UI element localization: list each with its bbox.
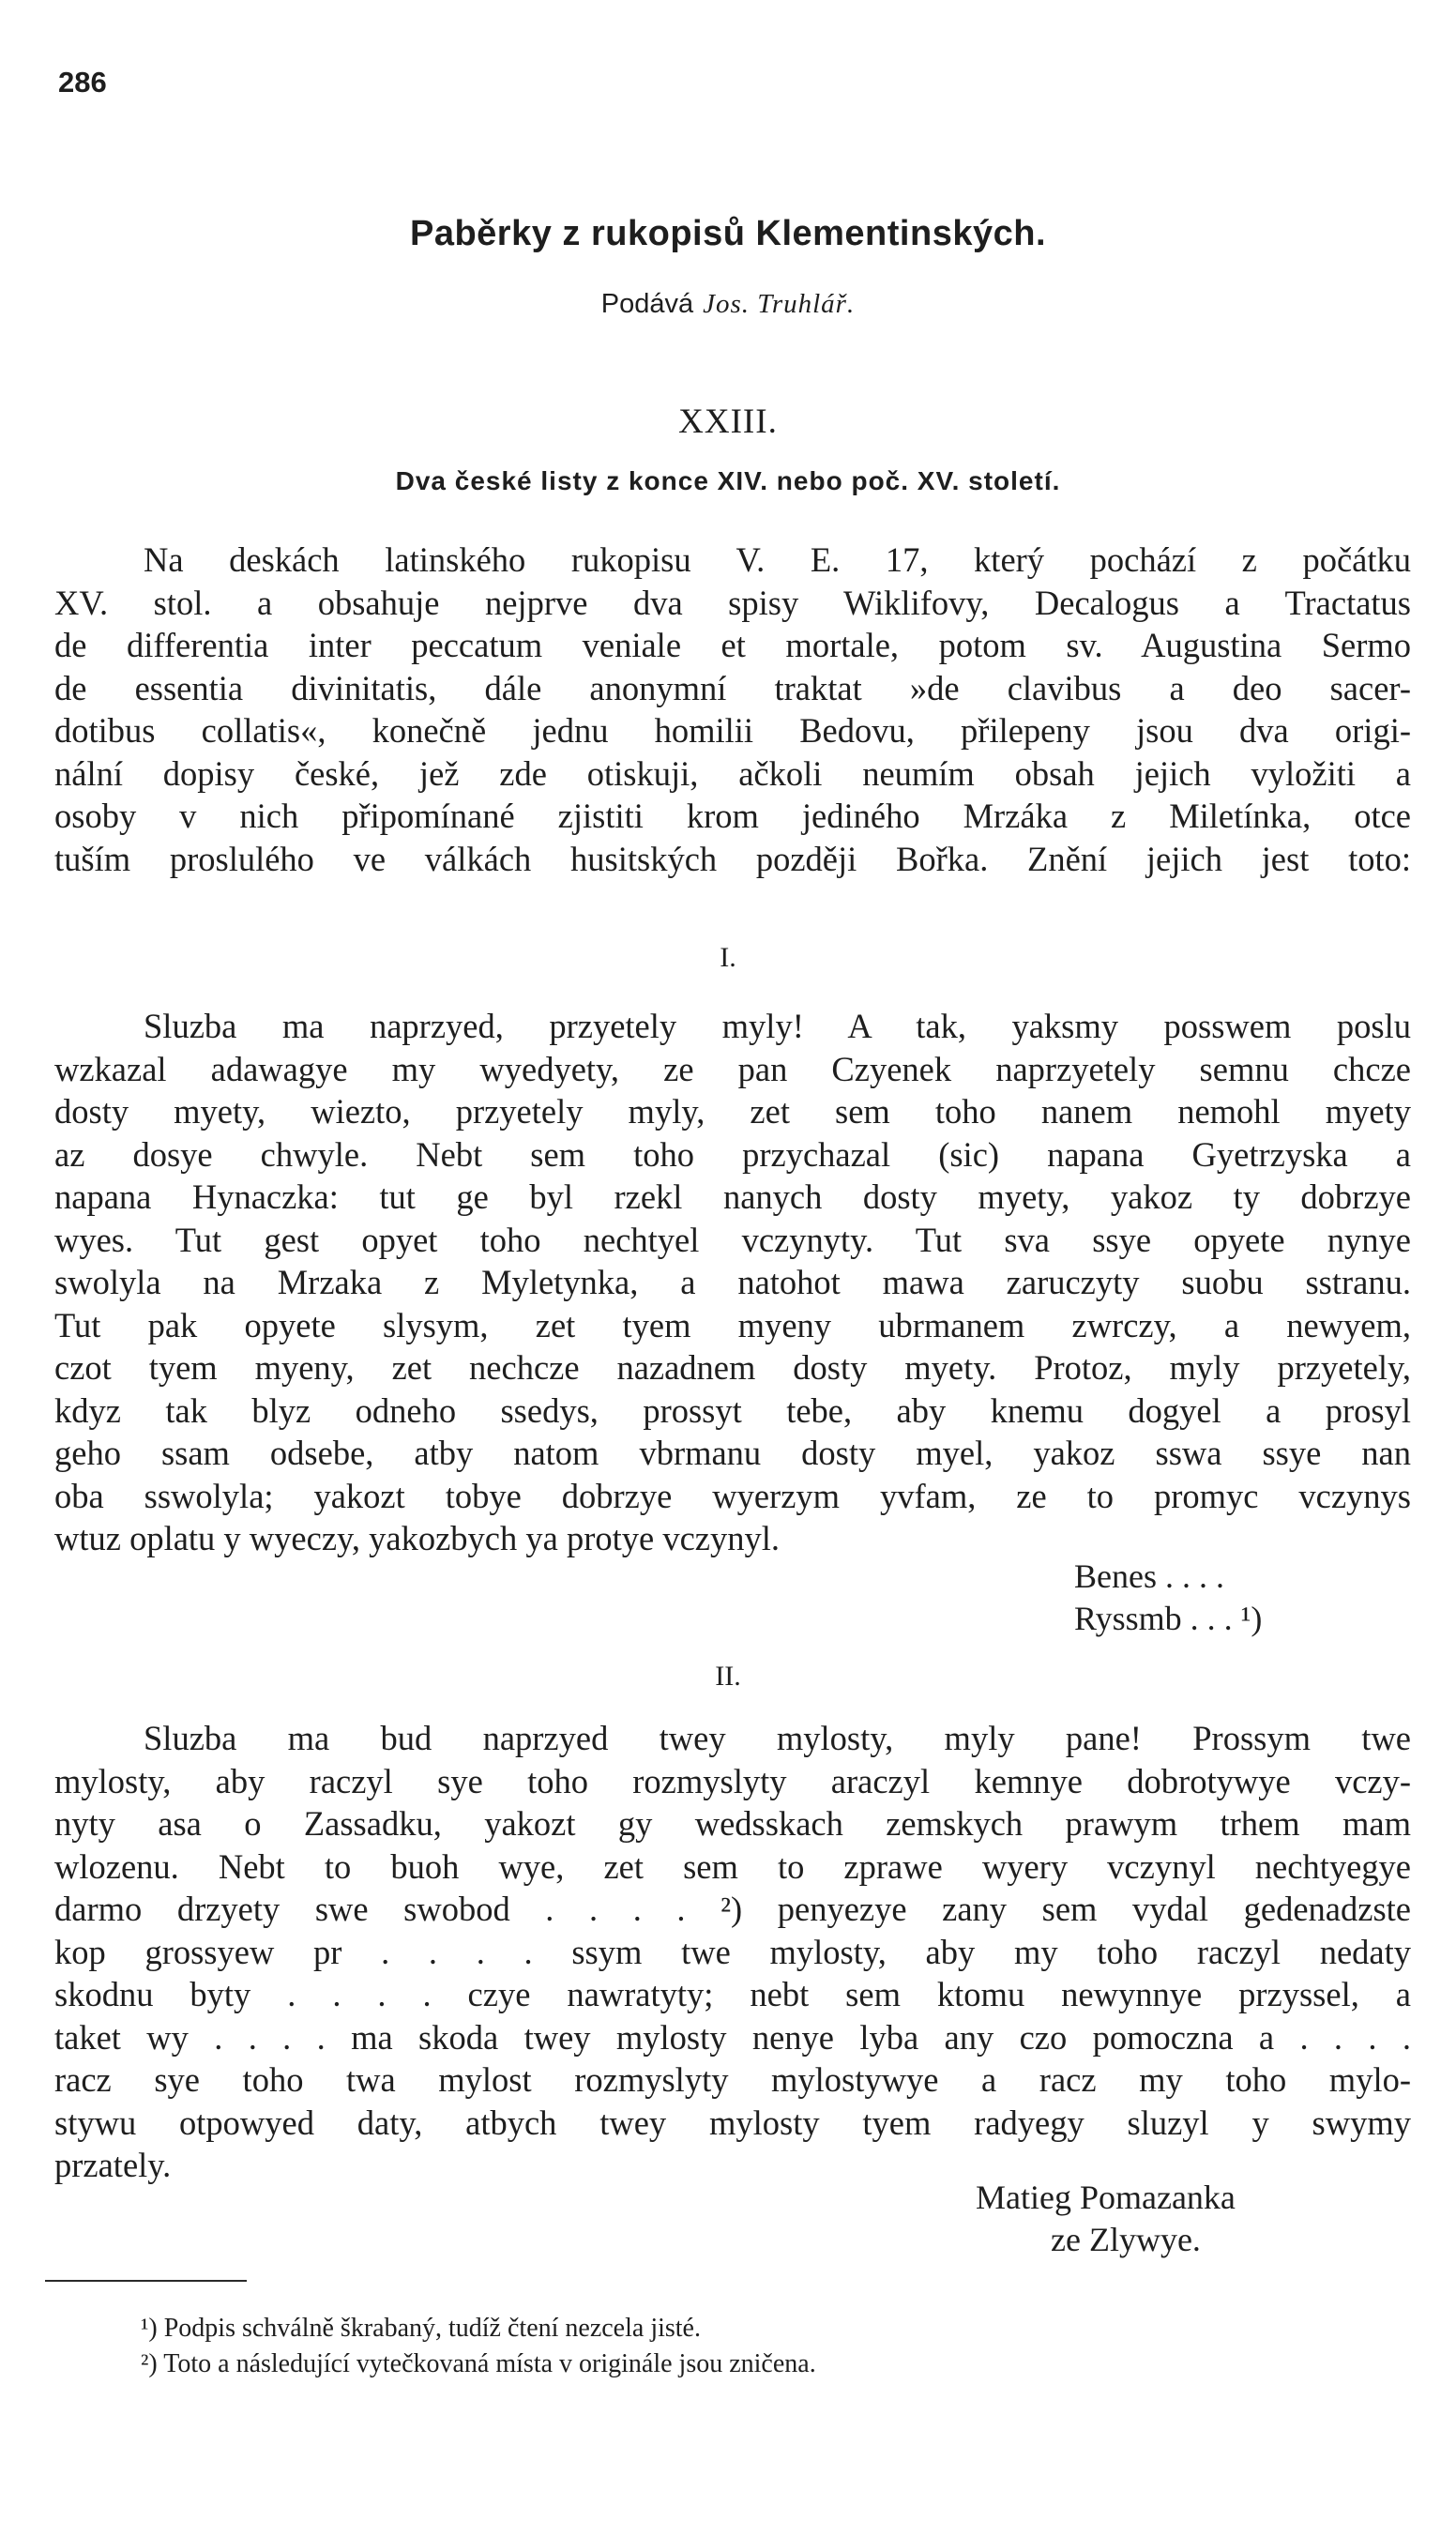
footnote-mark: ²) <box>141 2349 158 2378</box>
section-number: XXIII. <box>678 402 778 441</box>
letter-line: skodnu byty . . . . czye nawratyty; nebt sem ktomu newynnye przyssel, a <box>54 1975 1411 2013</box>
intro-line: dotibus collatis«, konečně jednu homilii Bedovu, přilepeny jsou dva origi- <box>54 711 1411 750</box>
letter-line: stywu otpowyed daty, atbych twey mylosty tyem radyegy sluzyl y swymy <box>54 2103 1411 2142</box>
letter-line: wyes. Tut gest opyet toho nechtyel vczynyty. Tut sva ssye opyete nynye <box>54 1220 1411 1259</box>
letter-line: wzkazal adawagye my wyedyety, ze pan Czyenek naprzyetely semnu chcze <box>54 1049 1411 1088</box>
letter-line: racz sye toho twa mylost rozmyslyty mylostywye a racz my toho mylo- <box>54 2060 1411 2099</box>
letter-line: wlozenu. Nebt to buoh wye, zet sem to zprawe wyery vczynyl nechtyegye <box>54 1846 1411 1886</box>
letter-1-numeral: I. <box>720 942 736 973</box>
intro-line: XV. stol. a obsahuje nejprve dva spisy Wiklifovy, Decalogus a Tractatus <box>54 583 1411 622</box>
letter-line: Sluzba ma naprzyed, przyetely myly! A tak, yaksmy posswem poslu <box>144 1007 1411 1045</box>
letter-line: przately. <box>54 2146 172 2184</box>
letter-2-signature <box>976 2177 1236 2261</box>
byline-author: Jos. Truhlář. <box>703 289 856 319</box>
signature-line: Ryssmb . . . ¹) <box>1074 1600 1263 1637</box>
letter-line: kdyz tak blyz odneho ssedys, prossyt tebe, aby knemu dogyel a prosyl <box>54 1390 1411 1430</box>
footnote-text: Podpis schválně škrabaný, tudíž čtení nezcela jisté. <box>163 2314 701 2343</box>
footnote-text: Toto a následující vytečkovaná místa v originále jsou zničena. <box>163 2349 816 2378</box>
letter-line: taket wy . . . . ma skoda twey mylosty nenye lyba any czo pomoczna a . . . . <box>54 2017 1411 2057</box>
letter-line: mylosty, aby raczyl sye toho rozmyslyty araczyl kemnye dobrotywye vczy- <box>54 1761 1411 1800</box>
letter-2-numeral: II. <box>715 1661 741 1692</box>
letter-line: napana Hynaczka: tut ge byl rzekl nanych dosty myety, yakoz ty dobrzye <box>54 1177 1411 1216</box>
intro-line: nální dopisy české, jež zde otiskuji, ačkoli neumím obsah jejich vyložiti a <box>54 753 1411 793</box>
letter-line: swolyla na Mrzaka z Myletynka, a natohot mawa zaruczyty suobu sstranu. <box>54 1263 1411 1301</box>
footnote-rule <box>45 2280 247 2282</box>
letter-line: czot tyem myeny, zet nechcze nazadnem dosty myety. Protoz, myly przyetely, <box>54 1348 1411 1387</box>
letter-line: wtuz oplatu y wyeczy, yakozbych ya protye vczynyl. <box>54 1519 780 1557</box>
page-number: 286 <box>58 66 107 99</box>
letter-line: Sluzba ma bud naprzyed twey mylosty, myly pane! Prossym twe <box>144 1719 1411 1757</box>
intro-line: tuším proslulého ve válkách husitských později Bořka. Znění jejich jest toto: <box>54 839 1411 878</box>
intro-line: osoby v nich připomínané zjistiti krom jediného Mrzáka z Miletínka, otce <box>54 797 1411 835</box>
footnote-2 <box>141 2348 816 2380</box>
signature-line: Matieg Pomazanka <box>976 2179 1236 2216</box>
letter-line: Tut pak opyete slysym, zet tyem myeny ubrmanem zwrczy, a newyem, <box>54 1305 1411 1344</box>
byline <box>0 289 1456 320</box>
letter-line: dosty myety, wiezto, przyetely myly, zet sem toho nanem nemohl myety <box>54 1092 1411 1131</box>
article-title: Paběrky z rukopisů Klementinských. <box>409 214 1046 253</box>
footnote-1 <box>141 2313 701 2345</box>
letter-line: kop grossyew pr . . . . ssym twe mylosty, aby my toho raczyl nedaty <box>54 1932 1411 1971</box>
intro-line: de essentia divinitatis, dále anonymní traktat »de clavibus a deo sacer- <box>54 668 1411 707</box>
letter-line: az dosye chwyle. Nebt sem toho przychazal (sic) napana Gyetrzyska a <box>54 1134 1411 1174</box>
letter-1-text <box>54 1005 1411 1560</box>
section-subtitle: Dva české listy z konce XIV. nebo poč. XV. století. <box>395 466 1061 495</box>
letter-2-text <box>54 1717 1411 2187</box>
signature-line: Benes . . . . <box>1074 1557 1224 1595</box>
letter-line: darmo drzyety swe swobod . . . . ²) penyezye zany sem vydal gedenadzste <box>54 1890 1411 1928</box>
intro-line: Na deskách latinského rukopisu V. E. 17, který pochází z počátku <box>144 540 1411 579</box>
signature-line: ze Zlywye. <box>1051 2221 1201 2258</box>
footnote-mark: ¹) <box>141 2314 158 2343</box>
letter-line: geho ssam odsebe, atby natom vbrmanu dosty myel, yakoz sswa ssye nan <box>54 1434 1411 1472</box>
byline-label: Podává <box>600 289 694 319</box>
letter-1-signature <box>1074 1556 1262 1640</box>
intro-paragraph <box>54 539 1411 880</box>
letter-line: oba sswolyla; yakozt tobye dobrzye wyerzym yvfam, ze to promyc vczynys <box>54 1476 1411 1515</box>
intro-line: de differentia inter peccatum veniale et mortale, potom sv. Augustina Sermo <box>54 626 1411 664</box>
letter-line: nyty asa o Zassadku, yakozt gy wedsskach zemskych prawym trhem mam <box>54 1804 1411 1843</box>
